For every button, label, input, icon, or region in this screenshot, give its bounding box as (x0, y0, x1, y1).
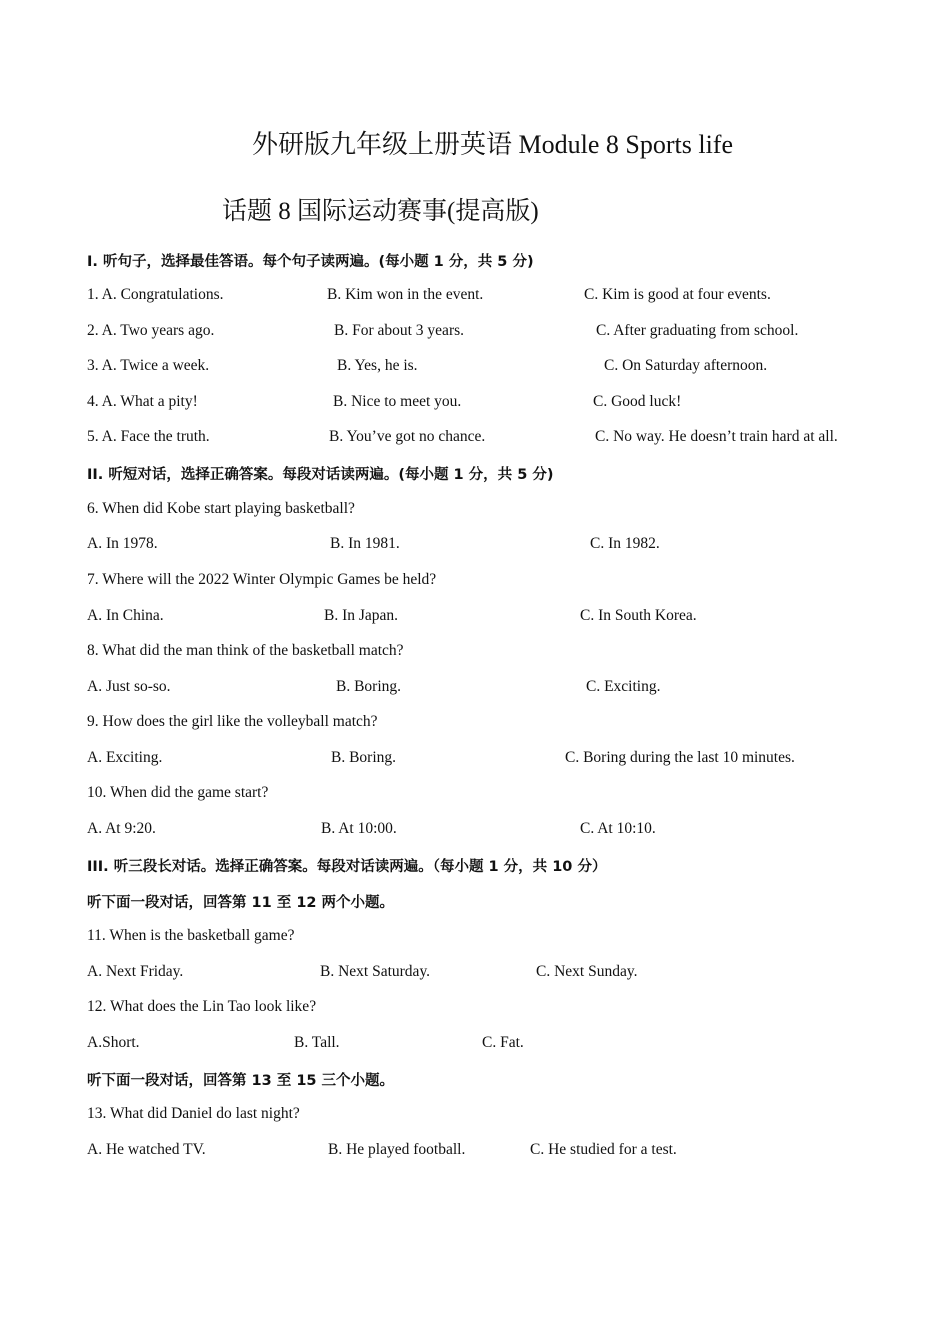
q3-option-c: C. On Saturday afternoon. (604, 357, 768, 374)
q9-option-c: C. Boring during the last 10 minutes. (565, 749, 795, 766)
q13-option-a: A. He watched TV. (87, 1141, 206, 1158)
q11-question: 11. When is the basketball game? (87, 927, 295, 944)
q7-option-c: C. In South Korea. (580, 607, 697, 624)
q12-option-b: B. Tall. (294, 1034, 340, 1051)
q5-option-a: 5. A. Face the truth. (87, 428, 210, 445)
q13-option-b: B. He played football. (328, 1141, 466, 1158)
q10-option-b: B. At 10:00. (321, 820, 397, 837)
q8-option-b: B. Boring. (336, 678, 402, 695)
section-1-heading: I. 听句子，选择最佳答语。每个句子读两遍。(每小题 1 分，共 5 分) (87, 254, 534, 270)
q10-option-a: A. At 9:20. (87, 820, 156, 837)
q5-option-b: B. You’ve got no chance. (329, 428, 486, 445)
q6-question: 6. When did Kobe start playing basketball? (87, 500, 355, 517)
q13-question: 13. What did Daniel do last night? (87, 1105, 300, 1122)
page-title: 外研版九年级上册英语 Module 8 Sports life (252, 130, 733, 159)
q1-option-b: B. Kim won in the event. (327, 286, 484, 303)
q8-option-c: C. Exciting. (586, 678, 661, 695)
q11-option-a: A. Next Friday. (87, 963, 184, 980)
q7-option-b: B. In Japan. (324, 607, 399, 624)
q8-question: 8. What did the man think of the basketball match? (87, 642, 404, 659)
q4-option-a: 4. A. What a pity! (87, 393, 198, 410)
q12-option-a: A.Short. (87, 1034, 140, 1051)
q9-option-b: B. Boring. (331, 749, 397, 766)
q11-option-c: C. Next Sunday. (536, 963, 638, 980)
q3-option-a: 3. A. Twice a week. (87, 357, 210, 374)
q4-option-b: B. Nice to meet you. (333, 393, 462, 410)
q5-option-c: C. No way. He doesn’t train hard at all. (595, 428, 838, 445)
q12-question: 12. What does the Lin Tao look like? (87, 998, 317, 1015)
q2-option-c: C. After graduating from school. (596, 322, 799, 339)
section-3-instruction-b: 听下面一段对话，回答第 13 至 15 三个小题。 (87, 1073, 395, 1089)
q6-option-c: C. In 1982. (590, 535, 660, 552)
q4-option-c: C. Good luck! (593, 393, 682, 410)
q6-option-b: B. In 1981. (330, 535, 400, 552)
q10-option-c: C. At 10:10. (580, 820, 656, 837)
q9-question: 9. How does the girl like the volleyball match? (87, 713, 378, 730)
q8-option-a: A. Just so-so. (87, 678, 171, 695)
q10-question: 10. When did the game start? (87, 784, 269, 801)
q13-option-c: C. He studied for a test. (530, 1141, 677, 1158)
q7-question: 7. Where will the 2022 Winter Olympic Games be held? (87, 571, 437, 588)
q2-option-b: B. For about 3 years. (334, 322, 465, 339)
q2-option-a: 2. A. Two years ago. (87, 322, 215, 339)
q1-option-c: C. Kim is good at four events. (584, 286, 771, 303)
page-subtitle: 话题 8 国际运动赛事(提高版) (222, 198, 539, 225)
q7-option-a: A. In China. (87, 607, 164, 624)
q6-option-a: A. In 1978. (87, 535, 158, 552)
section-2-heading: II. 听短对话，选择正确答案。每段对话读两遍。(每小题 1 分，共 5 分) (87, 467, 554, 483)
q12-option-c: C. Fat. (482, 1034, 524, 1051)
q9-option-a: A. Exciting. (87, 749, 163, 766)
section-3-instruction-a: 听下面一段对话，回答第 11 至 12 两个小题。 (87, 895, 395, 911)
section-3-heading: III. 听三段长对话。选择正确答案。每段对话读两遍。（每小题 1 分，共 10 分） (87, 859, 607, 875)
q3-option-b: B. Yes, he is. (337, 357, 418, 374)
q1-option-a: 1. A. Congratulations. (87, 286, 224, 303)
q11-option-b: B. Next Saturday. (320, 963, 431, 980)
